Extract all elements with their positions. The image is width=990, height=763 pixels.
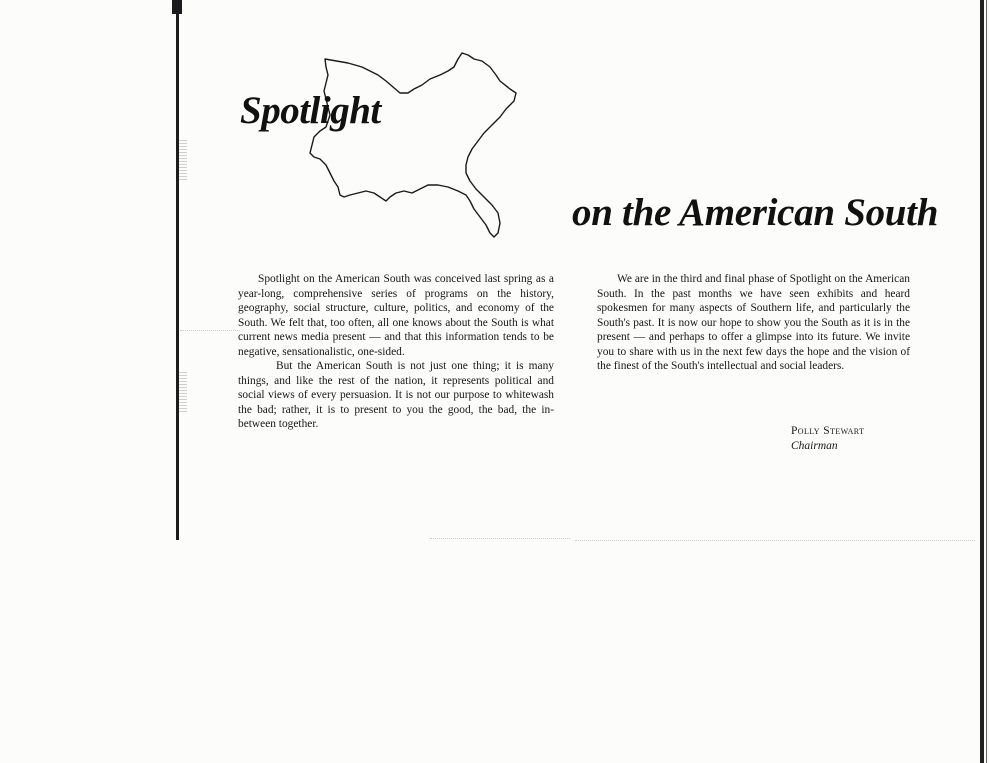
scan-smudge — [179, 140, 187, 180]
title-on-the-american-south: on the American South — [572, 191, 939, 234]
right-text-column — [597, 272, 910, 374]
page-right-edge-shadow — [986, 0, 987, 763]
left-paragraph-1: Spotlight on the American South was conceived last spring as a year-long, comprehensive series of programs on the history, geography, social structure, culture, politics, and economy of the South. We felt that, too often, all one knows about the South is what current news media present — and that this information tends to be negative, sensationalistic, one-sided. — [238, 273, 554, 358]
signature-title: Chairman — [791, 440, 838, 452]
left-paragraph-2: But the American South is not just one thing; it is many things, and like the rest of the nation, it represents political and social views of every persuasion. It is not our purpose to whitewash the bad; rather, it is to present to you the good, the bad, the in-between together. — [238, 360, 554, 430]
scan-noise-line — [180, 330, 240, 332]
signature-block — [791, 424, 864, 454]
signature-name: Polly Stewart — [791, 425, 865, 437]
page-right-edge — [980, 0, 984, 763]
scan-smudge — [179, 372, 187, 412]
page-binding-edge — [176, 0, 179, 540]
title-spotlight: Spotlight — [240, 89, 381, 132]
right-paragraph-1: We are in the third and final phase of Spotlight on the American South. In the past months we have seen exhibits and heard spokesmen for many aspects of Southern life, and particularly the South's past. It is now our hope to show you the South as it is in the present — and perhaps to offer a glimpse into its future. We invite you to share with us in the next few days the hope and the vision of the finest of the South's intellectual and social leaders. — [597, 273, 910, 372]
left-text-column — [238, 272, 554, 432]
southern-states-map-icon — [300, 45, 530, 245]
scan-noise-line — [430, 538, 570, 540]
scan-noise-line — [575, 540, 975, 542]
